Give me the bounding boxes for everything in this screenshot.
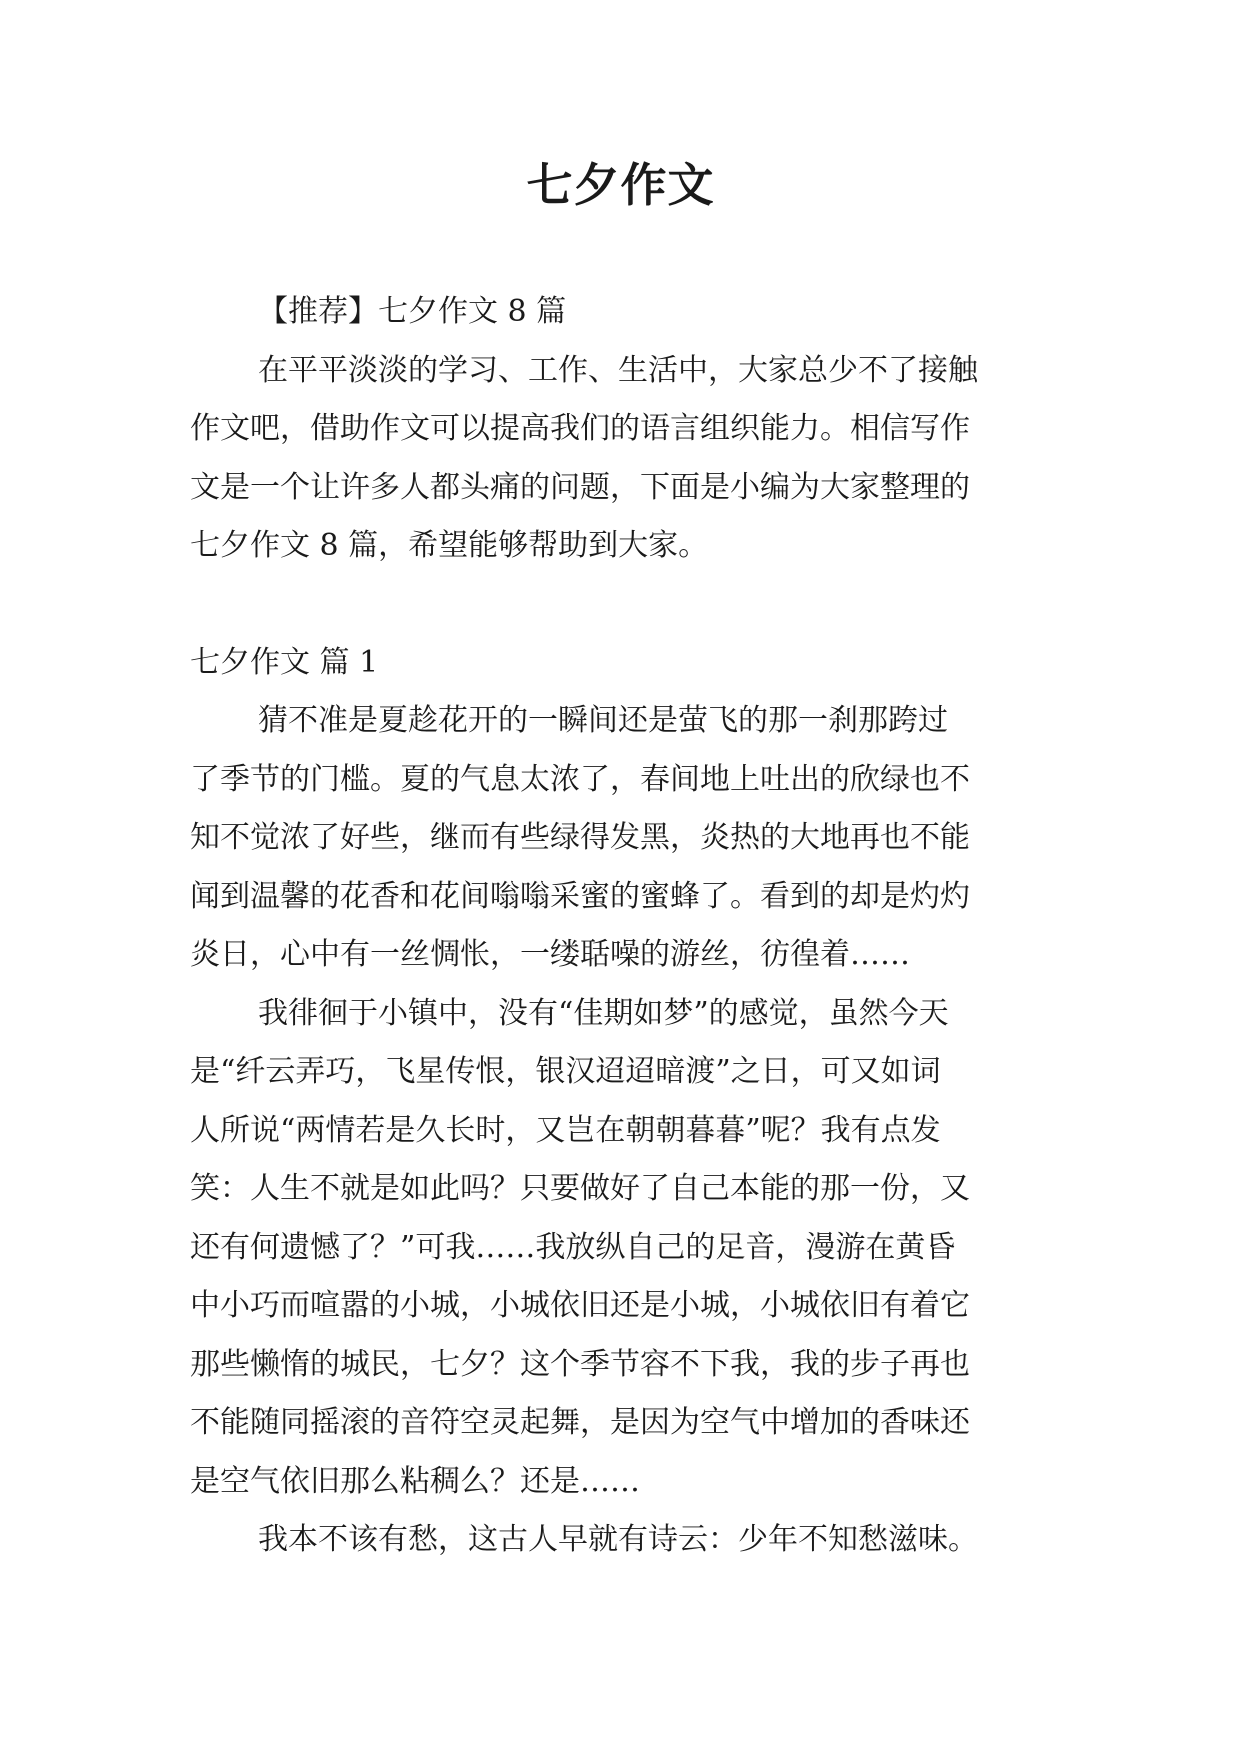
text-line: 还有何遗憾了？”可我……我放纵自己的足音，漫游在黄昏: [190, 1229, 956, 1265]
text-line: 作文吧，借助作文可以提高我们的语言组织能力。相信写作: [190, 411, 970, 446]
text-line: 中小巧而喧嚣的小城，小城依旧还是小城，小城依旧有着它: [190, 1288, 970, 1323]
text-line: 笑：人生不就是如此吗？只要做好了自己本能的那一份，又: [190, 1171, 970, 1206]
text-line: 闻到温馨的花香和花间嗡嗡采蜜的蜜蜂了。看到的却是灼灼: [190, 878, 970, 914]
text-line: 我本不该有愁，这古人早就有诗云：少年不知愁滋味。: [258, 1522, 978, 1557]
text-line: 猜不准是夏趁花开的一瞬间还是萤飞的那一刹那跨过: [258, 703, 948, 738]
text-line: 是“纤云弄巧，飞星传恨，银汉迢迢暗渡”之日，可又如词: [190, 1054, 941, 1089]
text-line: 是空气依旧那么粘稠么？还是……: [190, 1463, 640, 1499]
intro-paragraph: [190, 342, 1050, 576]
paragraph-1: [190, 692, 1050, 985]
text-line: 七夕作文 8 篇，希望能够帮助到大家。: [190, 528, 709, 563]
paragraph-3: [190, 1511, 1050, 1570]
text-line: 炎日，心中有一丝惆怅，一缕聒噪的游丝，彷徨着……: [190, 937, 910, 972]
text-line: 不能随同摇滚的音符空灵起舞，是因为空气中增加的香味还: [190, 1405, 970, 1440]
document-title: 七夕作文: [526, 158, 715, 212]
section-heading: 七夕作文 篇 1: [190, 644, 379, 680]
text-line: 我徘徊于小镇中，没有“佳期如梦”的感觉，虽然今天: [258, 995, 949, 1031]
document-body: [190, 283, 1050, 1570]
text-line: 知不觉浓了好些，继而有些绿得发黑，炎热的大地再也不能: [190, 820, 970, 855]
section-spacer: [190, 576, 1050, 634]
text-line: 文是一个让许多人都头痛的问题，下面是小编为大家整理的: [190, 469, 970, 505]
text-line: 了季节的门槛。夏的气息太浓了，春间地上吐出的欣绿也不: [190, 761, 970, 797]
paragraph-2: [190, 985, 1050, 1512]
text-line: 在平平淡淡的学习、工作、生活中，大家总少不了接触: [258, 352, 978, 388]
intro-heading: 【推荐】七夕作文 8 篇: [258, 294, 567, 329]
text-line: 人所说“两情若是久长时，又岂在朝朝暮暮”呢？我有点发: [190, 1112, 941, 1148]
text-line: 那些懒惰的城民，七夕？这个季节容不下我，我的步子再也: [190, 1346, 970, 1382]
